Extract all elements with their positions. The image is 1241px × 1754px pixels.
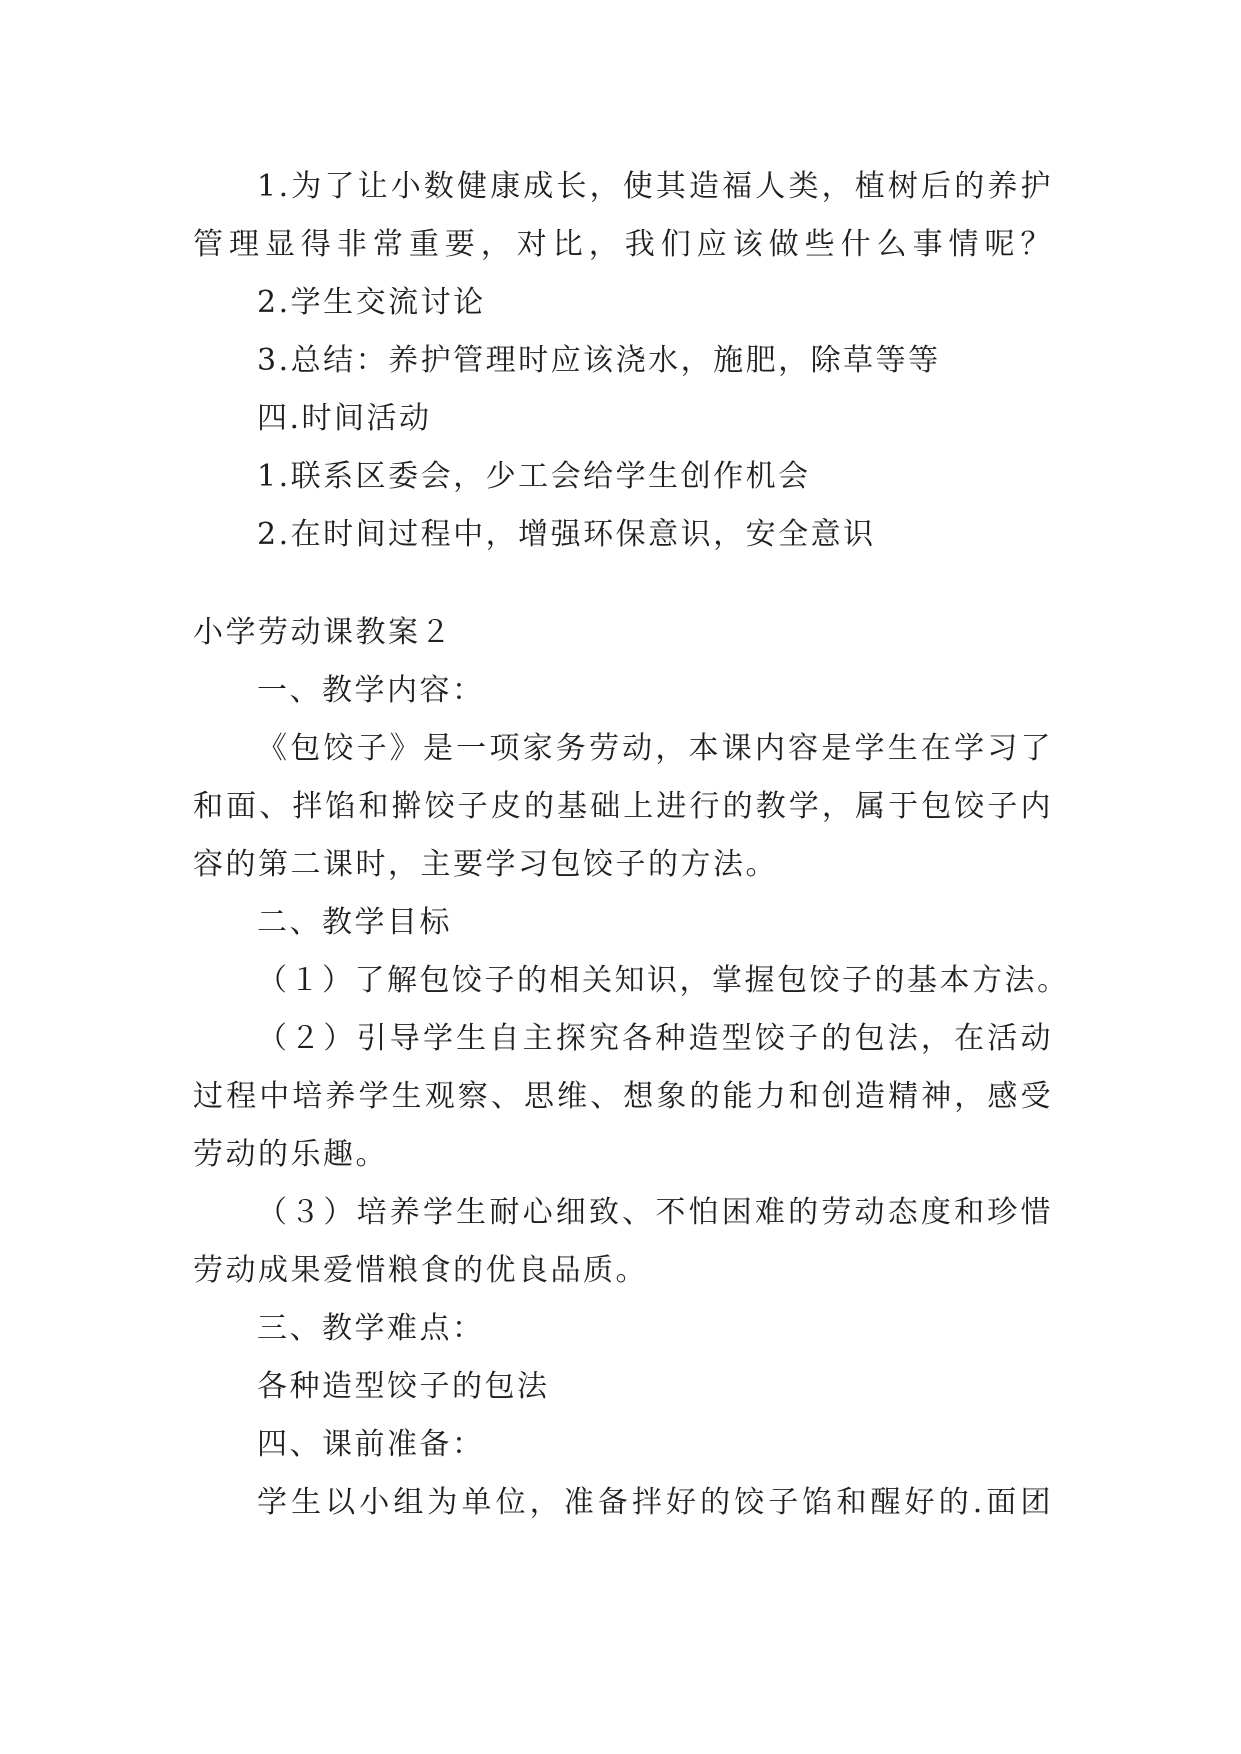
paragraph-line: 容的第二课时，主要学习包饺子的方法。 (193, 847, 778, 882)
paragraph-line: 1.为了让小数健康成长，使其造福人类，植树后的养护 (257, 169, 1053, 204)
list-item: 2.学生交流讨论 (257, 285, 486, 320)
document-title: 小学劳动课教案２ (193, 615, 453, 650)
goal-item: （１）了解包饺子的相关知识，掌握包饺子的基本方法。 (257, 963, 1070, 998)
paragraph-line: 《包饺子》是一项家务劳动，本课内容是学生在学习了 (257, 731, 1053, 766)
paragraph-line: 劳动的乐趣。 (193, 1137, 388, 1172)
section-heading: 三、教学难点： (257, 1311, 485, 1346)
paragraph-line: 各种造型饺子的包法 (257, 1369, 550, 1404)
section-heading: 四.时间活动 (257, 401, 432, 436)
paragraph-line: 过程中培养学生观察、思维、想象的能力和创造精神，感受 (193, 1079, 1053, 1114)
section-heading: 二、教学目标 (257, 905, 452, 940)
section-heading: 四、课前准备： (257, 1427, 485, 1462)
section-spacer (193, 564, 1053, 604)
list-item: 3.总结：养护管理时应该浇水，施肥，除草等等 (257, 343, 941, 378)
list-item: 2.在时间过程中，增强环保意识，安全意识 (257, 517, 876, 552)
document-body (193, 158, 1070, 1532)
goal-item: （２）引导学生自主探究各种造型饺子的包法，在活动 (257, 1021, 1053, 1056)
list-item: 1.联系区委会，少工会给学生创作机会 (257, 459, 811, 494)
paragraph-line: 管理显得非常重要，对比，我们应该做些什么事情呢？ (193, 227, 1053, 262)
paragraph-line: 和面、拌馅和擀饺子皮的基础上进行的教学，属于包饺子内 (193, 789, 1053, 824)
paragraph-line: 劳动成果爱惜粮食的优良品质。 (193, 1253, 648, 1288)
paragraph-line: 学生以小组为单位，准备拌好的饺子馅和醒好的.面团 (257, 1485, 1053, 1520)
goal-item: （３）培养学生耐心细致、不怕困难的劳动态度和珍惜 (257, 1195, 1053, 1230)
section-heading: 一、教学内容： (257, 673, 485, 708)
